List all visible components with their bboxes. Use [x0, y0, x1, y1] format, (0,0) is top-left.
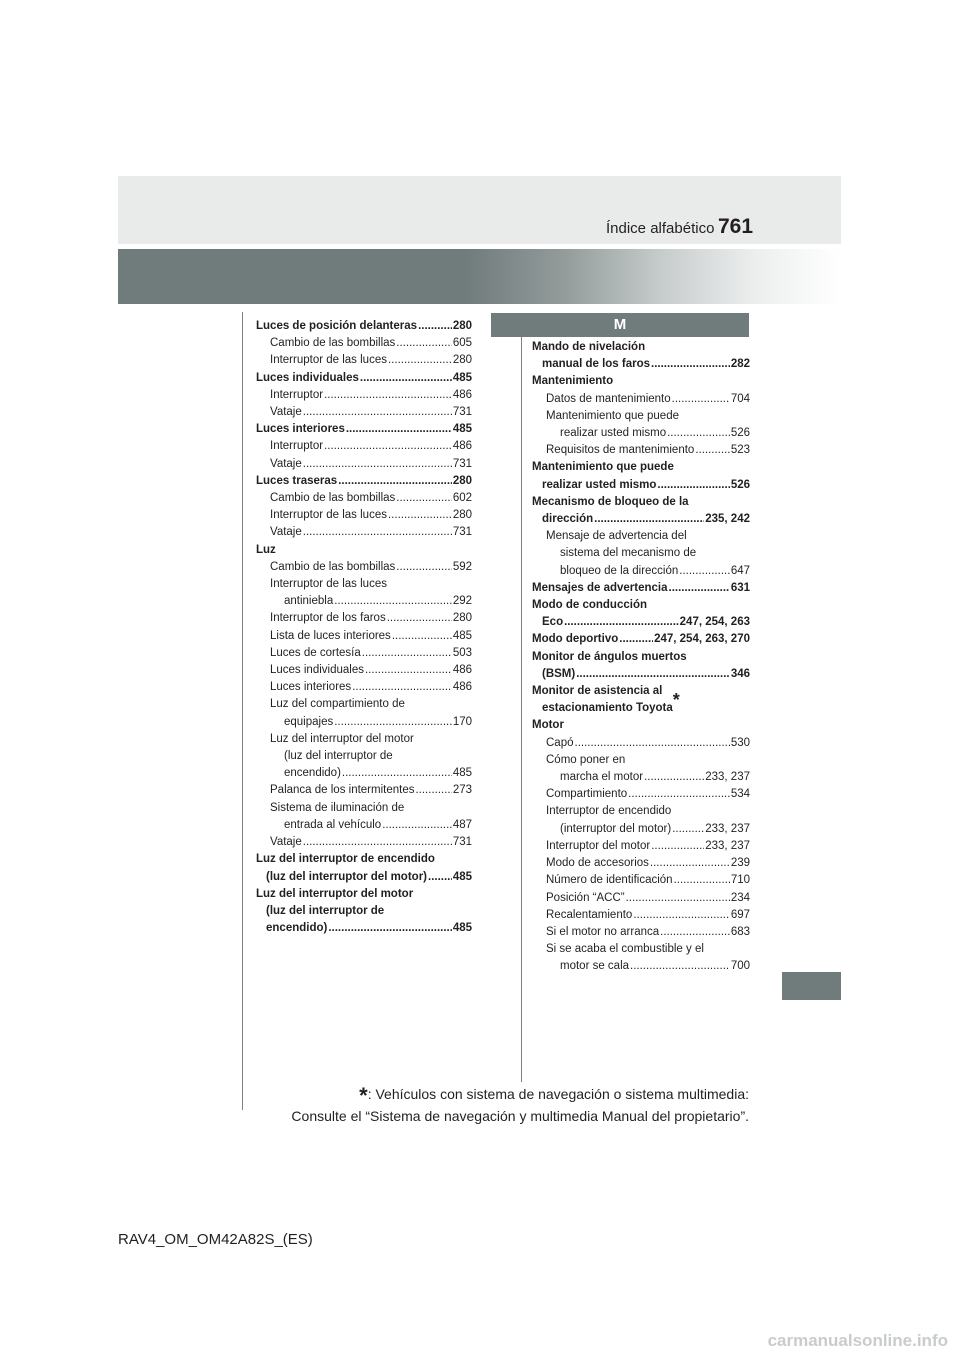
leader-dots	[660, 924, 730, 941]
index-entry-text: Mantenimiento que puede	[546, 409, 679, 422]
leader-dots	[303, 404, 452, 421]
watermark: carmanualsonline.info	[767, 1331, 948, 1350]
index-entry-text: Interruptor de las luces	[270, 354, 387, 367]
index-entry-text: Mensaje de advertencia del	[546, 530, 687, 543]
index-entry	[532, 373, 750, 390]
leader-dots	[415, 782, 451, 799]
index-entry-text: Posición “ACC”	[546, 891, 625, 904]
index-entry-page: 280	[452, 474, 472, 487]
index-entry	[532, 563, 750, 580]
index-entry	[256, 318, 472, 335]
leader-dots	[396, 490, 452, 507]
index-entry-page: 170	[452, 715, 472, 728]
index-entry-page: 503	[452, 646, 472, 659]
index-entry	[532, 683, 750, 700]
index-entry	[532, 958, 750, 975]
index-entry-page: 704	[730, 392, 750, 405]
index-entry-page: 486	[452, 388, 472, 401]
index-entry-text: Vataje	[270, 526, 302, 539]
index-entry-page: 233, 237	[705, 822, 750, 835]
footnote-text-1: : Vehículos con sistema de navegación o sistema multimedia:	[367, 1086, 749, 1102]
index-entry	[532, 855, 750, 872]
index-entry	[532, 769, 750, 786]
index-entry-page: 485	[452, 767, 472, 780]
index-entry-page: 485	[452, 423, 472, 436]
index-entry-text: (luz del interruptor de	[266, 904, 385, 917]
index-entry	[256, 645, 472, 662]
index-entry-text: Cambio de las bombillas	[270, 337, 396, 350]
index-entry-text: Eco	[542, 616, 564, 629]
index-entry-page: 239	[730, 857, 750, 870]
leader-dots	[644, 769, 704, 786]
index-entry-page: 282	[730, 358, 750, 371]
index-entry-page: 485	[452, 371, 472, 384]
leader-dots	[342, 765, 452, 782]
index-entry-text: Interruptor de las luces	[270, 509, 387, 522]
index-entry-text: motor se cala	[560, 960, 630, 973]
leader-dots	[338, 473, 452, 490]
index-entry-text: Luces individuales	[256, 371, 359, 384]
index-entry-text: Luz	[256, 543, 276, 556]
index-entry-text: Luces traseras	[256, 474, 338, 487]
leader-dots	[669, 580, 730, 597]
index-entry	[532, 924, 750, 941]
index-entry	[532, 528, 750, 545]
leader-dots	[628, 786, 730, 803]
index-entry-page: 247, 254, 263, 270	[654, 633, 750, 646]
index-entry-page: 710	[730, 874, 750, 887]
leader-dots	[667, 425, 730, 442]
index-entry-text: (BSM)	[542, 667, 576, 680]
index-entry-page: 683	[730, 925, 750, 938]
index-entry	[532, 580, 750, 597]
index-entry	[532, 425, 750, 442]
index-entry-text: Motor	[532, 719, 564, 732]
index-entry	[532, 339, 750, 356]
index-entry	[256, 370, 472, 387]
leader-dots	[328, 920, 451, 937]
index-entry	[532, 511, 750, 528]
footnote-star: *	[359, 1083, 368, 1108]
index-entry	[532, 597, 750, 614]
index-column-right	[532, 339, 750, 976]
index-entry-text: sistema del mecanismo de	[560, 547, 697, 560]
index-entry	[256, 542, 472, 559]
index-entry-text: Modo de accesorios	[546, 857, 649, 870]
index-entry-page: 605	[452, 337, 472, 350]
leader-dots	[382, 817, 452, 834]
leader-dots	[626, 890, 730, 907]
index-entry	[532, 838, 750, 855]
index-entry-text: (luz del interruptor de	[284, 750, 393, 763]
index-entry-text: Luces de cortesía	[270, 646, 361, 659]
left-column-rule	[242, 312, 243, 1110]
index-entry	[256, 886, 472, 903]
index-entry	[532, 803, 750, 820]
index-entry-page: 485	[452, 922, 472, 935]
leader-dots	[695, 442, 730, 459]
footnote-marker: *	[672, 690, 680, 711]
index-entry-page: 731	[452, 526, 472, 539]
index-entry	[256, 628, 472, 645]
index-entry	[532, 477, 750, 494]
index-entry-page: 346	[730, 667, 750, 680]
index-entry	[532, 786, 750, 803]
index-entry-page: 526	[730, 427, 750, 440]
index-entry-page: 233, 237	[705, 839, 750, 852]
index-entry-page: 486	[452, 681, 472, 694]
index-entry	[256, 731, 472, 748]
index-entry-text: Luz del compartimiento de	[270, 698, 405, 711]
index-entry	[256, 817, 472, 834]
leader-dots	[388, 352, 452, 369]
index-entry	[256, 559, 472, 576]
index-entry-text: Modo deportivo	[532, 633, 619, 646]
index-entry	[256, 920, 472, 937]
index-entry-text: Luces individuales	[270, 664, 364, 677]
index-entry	[256, 903, 472, 920]
leader-dots	[679, 563, 730, 580]
index-entry	[256, 456, 472, 473]
index-entry-text: Cómo poner en	[546, 753, 626, 766]
index-entry-text: Luces de posición delanteras	[256, 320, 418, 332]
leader-dots	[672, 821, 704, 838]
index-entry	[532, 666, 750, 683]
leader-dots	[334, 714, 452, 731]
leader-dots	[630, 958, 730, 975]
index-entry-page: 631	[730, 581, 750, 594]
index-entry-page: 697	[730, 908, 750, 921]
document-code: RAV4_OM_OM42A82S_(ES)	[118, 1231, 313, 1248]
index-entry	[532, 356, 750, 373]
index-entry	[532, 752, 750, 769]
leader-dots	[334, 593, 452, 610]
index-entry-page: 292	[452, 595, 472, 608]
index-entry	[532, 717, 750, 734]
middle-column-rule	[521, 330, 522, 1082]
index-entry-page: 486	[452, 664, 472, 677]
leader-dots	[387, 610, 452, 627]
leader-dots	[564, 614, 679, 631]
index-entry	[256, 335, 472, 352]
index-entry	[256, 869, 472, 886]
index-entry-text: Cambio de las bombillas	[270, 560, 396, 573]
leader-dots	[396, 559, 452, 576]
index-entry-text: entrada al vehículo	[284, 818, 382, 831]
index-entry-text: encendido)	[266, 922, 328, 935]
leader-dots	[594, 511, 704, 528]
index-entry-text: Si se acaba el combustible y el	[546, 943, 704, 956]
index-entry-page: 487	[452, 818, 472, 831]
index-entry	[532, 872, 750, 889]
index-entry-page: 523	[730, 444, 750, 457]
index-entry-text: Lista de luces interiores	[270, 629, 391, 642]
index-entry	[532, 545, 750, 562]
index-entry-page: 530	[730, 736, 750, 749]
index-entry	[256, 352, 472, 369]
index-entry	[256, 593, 472, 610]
index-entry-text: antiniebla	[284, 595, 334, 608]
index-entry-text: estacionamiento Toyota	[542, 702, 673, 715]
index-entry	[256, 576, 472, 593]
index-entry-page: 486	[452, 440, 472, 453]
leader-dots	[365, 662, 452, 679]
leader-dots	[360, 370, 452, 387]
index-entry-text: realizar usted mismo	[560, 427, 667, 440]
index-entry-text: Monitor de ángulos muertos	[532, 650, 687, 663]
index-entry-text: Monitor de asistencia al	[532, 685, 663, 698]
index-entry-page: 280	[452, 612, 472, 625]
index-entry	[256, 610, 472, 627]
index-entry-page: 273	[452, 784, 472, 797]
index-entry	[256, 387, 472, 404]
index-entry-text: Compartimiento	[546, 788, 628, 801]
index-entry	[256, 800, 472, 817]
index-entry	[532, 941, 750, 958]
index-entry	[256, 662, 472, 679]
leader-dots	[575, 735, 730, 752]
leader-dots	[303, 524, 452, 541]
index-entry	[532, 614, 750, 631]
footnote-line-1	[359, 1083, 749, 1109]
index-entry	[532, 821, 750, 838]
index-entry-page: 235, 242	[705, 513, 750, 526]
index-entry-text: Interruptor del motor	[546, 839, 651, 852]
leader-dots	[657, 477, 729, 494]
index-entry-text: dirección	[542, 513, 594, 526]
index-entry	[532, 391, 750, 408]
index-entry-text: encendido)	[284, 767, 341, 780]
index-entry-text: Luces interiores	[256, 423, 345, 436]
index-entry-text: Vataje	[270, 457, 302, 470]
index-entry-text: manual de los faros	[542, 358, 651, 371]
leader-dots	[324, 387, 452, 404]
index-entry	[256, 438, 472, 455]
index-entry-text: Luces interiores	[270, 681, 352, 694]
index-entry-text: Interruptor de encendido	[546, 805, 672, 818]
index-entry-text: Datos de mantenimiento	[546, 392, 671, 405]
leader-dots	[418, 318, 452, 335]
leader-dots	[633, 907, 730, 924]
index-entry	[256, 490, 472, 507]
index-entry-text: equipajes	[284, 715, 334, 728]
leader-dots	[619, 631, 653, 648]
leader-dots	[392, 628, 452, 645]
index-entry-text: Recalentamiento	[546, 908, 633, 921]
index-entry	[256, 404, 472, 421]
index-entry-text: Modo de conducción	[532, 599, 647, 612]
letter-heading-m: M	[491, 313, 749, 337]
index-entry-text: Palanca de los intermitentes	[270, 784, 415, 797]
index-entry-text: Vataje	[270, 836, 302, 849]
index-entry-text: Requisitos de mantenimiento	[546, 444, 695, 457]
index-entry-text: Mensajes de advertencia	[532, 581, 668, 594]
leader-dots	[674, 872, 730, 889]
index-entry	[256, 748, 472, 765]
index-entry-text: realizar usted mismo	[542, 478, 657, 491]
index-entry	[256, 714, 472, 731]
index-entry-page: 700	[730, 960, 750, 973]
index-entry-page: 234	[730, 891, 750, 904]
index-entry-page: 526	[730, 478, 750, 491]
index-entry-page: 485	[452, 870, 472, 883]
index-entry-text: (interruptor del motor)	[560, 822, 672, 835]
index-entry-text: Mando de nivelación	[532, 341, 646, 353]
index-entry	[256, 421, 472, 438]
index-entry-page: 647	[730, 564, 750, 577]
index-entry-text: marcha el motor	[560, 771, 644, 784]
decorative-gradient-band	[118, 249, 841, 304]
index-entry	[532, 442, 750, 459]
index-entry-text: Vataje	[270, 406, 302, 419]
section-title: Índice alfabético	[606, 220, 715, 237]
index-entry-text: Sistema de iluminación de	[270, 801, 405, 814]
index-entry	[532, 494, 750, 511]
leader-dots	[346, 421, 452, 438]
index-entry-text: Si el motor no arranca	[546, 925, 660, 938]
index-entry-page: 280	[452, 320, 472, 332]
leader-dots	[650, 855, 730, 872]
index-entry	[256, 524, 472, 541]
index-entry-page: 280	[452, 509, 472, 522]
index-entry	[256, 696, 472, 713]
index-entry-page: 731	[452, 836, 472, 849]
index-entry	[532, 890, 750, 907]
index-entry-page: 731	[452, 457, 472, 470]
leader-dots	[396, 335, 452, 352]
index-entry-text: bloqueo de la dirección	[560, 564, 679, 577]
index-entry-text: Interruptor	[270, 440, 324, 453]
index-entry-text: Interruptor	[270, 388, 324, 401]
leader-dots	[576, 666, 730, 683]
index-entry-text: (luz del interruptor del motor)	[266, 870, 427, 883]
footnote-line-2: Consulte el “Sistema de navegación y multimedia Manual del propietario”.	[291, 1108, 749, 1124]
leader-dots	[651, 838, 704, 855]
index-entry	[256, 679, 472, 696]
index-entry-text: Mecanismo de bloqueo de la	[532, 495, 689, 508]
index-entry-text: Capó	[546, 736, 574, 749]
index-entry	[256, 782, 472, 799]
index-entry-page: 592	[452, 560, 472, 573]
index-entry-page: 731	[452, 406, 472, 419]
index-entry-page: 602	[452, 492, 472, 505]
index-entry	[532, 907, 750, 924]
chapter-tab	[782, 972, 841, 1000]
leader-dots	[428, 869, 452, 886]
leader-dots	[303, 456, 452, 473]
leader-dots	[324, 438, 452, 455]
index-entry-text: Luz del interruptor del motor	[270, 732, 414, 745]
index-entry-text: Mantenimiento que puede	[532, 461, 674, 474]
leader-dots	[672, 391, 730, 408]
leader-dots	[362, 645, 452, 662]
index-entry-text: Interruptor de las luces	[270, 578, 387, 591]
index-entry	[532, 631, 750, 648]
leader-dots	[651, 356, 730, 373]
index-entry	[256, 765, 472, 782]
index-entry-page: 233, 237	[705, 771, 750, 784]
index-entry-page: 247, 254, 263	[679, 616, 750, 629]
index-entry-text: Luz del interruptor de encendido	[256, 853, 435, 866]
index-entry	[256, 851, 472, 868]
index-entry-page: 280	[452, 354, 472, 367]
index-entry	[532, 649, 750, 666]
index-entry	[256, 834, 472, 851]
index-entry-page: 485	[452, 629, 472, 642]
index-entry-text: Cambio de las bombillas	[270, 492, 396, 505]
leader-dots	[352, 679, 452, 696]
page-number: 761	[718, 215, 754, 238]
leader-dots	[303, 834, 452, 851]
index-entry	[256, 507, 472, 524]
index-entry-text: Número de identificación	[546, 874, 673, 887]
index-entry	[532, 408, 750, 425]
index-entry	[532, 459, 750, 476]
index-entry-text: Mantenimiento	[532, 375, 614, 388]
index-entry	[256, 473, 472, 490]
index-entry-text: Interruptor de los faros	[270, 612, 386, 625]
index-column-left	[256, 318, 472, 937]
index-entry	[532, 735, 750, 752]
leader-dots	[388, 507, 452, 524]
index-entry-page: 534	[730, 788, 750, 801]
index-entry-text: Luz del interruptor del motor	[256, 887, 414, 900]
